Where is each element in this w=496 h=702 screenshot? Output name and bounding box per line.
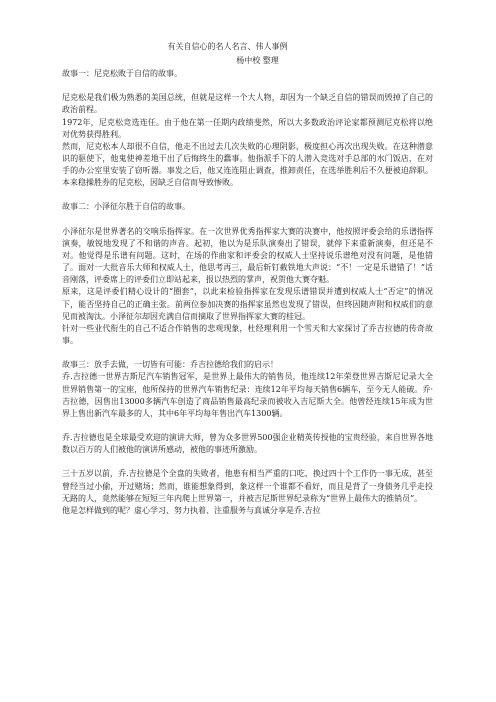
paragraph: 乔.吉拉德一世界吉斯尼汽车销售冠军，是世界上最伟大的销售员，他连续12年荣登世界吉斯尼记录大全世界销售第一的宝座，他所保持的世界汽车销售纪录：连续12年平均每天销售6辆车，至今无人能破。乔·吉拉德，因售出13000多辆汽车创造了商品销售最高纪录而被收入吉尼斯大全。他曾经连续15年成为世界上售出新汽车最多的人，其中6年平均每年售出汽车1300辆。 [62,372,433,418]
document-author: 杨中校 整理 [236,56,279,65]
story-heading: 故事二：小泽征尔胜于自信的故事。 [62,202,190,212]
story-heading: 故事一：尼克松败于自信的故事。 [62,69,182,78]
document-page [62,40,433,517]
paragraph: 针对一些业代衔生的自己不适合作销售的悲观现象，杜经理利用一个雪天和大家探讨了乔吉拉德的传奇故事。 [62,323,433,346]
paragraph: 原来，这是评委们精心设计的“圈套”，以此来检验指挥家在发现乐谱错误并遭到权威人士“否定”的情况下，能否坚持自己的正确主张。前两位参加决赛的指挥家虽然也发现了错误，但终因随声附和权威们的意见而被淘汰。小泽征尔却因充满自信而摘取了世界指挥家大赛的桂冠。 [62,287,433,321]
document-title: 有关自信心的名人名言、伟人事例 [167,42,288,51]
paragraph: 他是怎样做到的呢？虚心学习、努力执着、注重服务与真诚分享是乔.吉拉 [62,505,321,515]
paragraph: 1972年，尼克松竞选连任。由于他在第一任期内政绩斐然，所以大多数政治评论家都预测尼克松将以绝对优势获得胜利。 [62,117,433,139]
paragraph: 乔.吉拉德也是全球最受欢迎的演讲大师，曾为众多世界500强企业精英传授他的宝贵经验，来自世界各地数以百万的人们被他的演讲所感动，被他的事迹所激励。 [62,433,433,455]
paragraph: 然而，尼克松本人却很不自信，他走不出过去几次失败的心理阴影，极度担心再次出现失败。在这种潜意识的驱使下，他鬼使神差地干出了后悔终生的蠢事。他指派手下的人潜入竞选对手总部的水门饭店，在对手的办公室里安装了窃听器。事发之后，他又连连阻止调查，推卸责任，在选举胜利后不久便被迫辞职。本来稳操胜券的尼克松，因缺乏自信而导致惨败。 [62,141,433,188]
paragraph: 三十五岁以前，乔.吉拉德是个全盘的失败者，他患有相当严重的口吃，换过四十个工作仍一事无成，甚至曾经当过小偷，开过赌场；然而，谁能想象得到，象这样一个谁都不看好，而且是背了一身债务几乎走投无路的人，竟然能够在短短三年内爬上世界第一，并被吉尼斯世界纪录称为“世界上最伟大的推销员”。 [62,469,433,503]
story-heading: 故事三：放手去做，一切皆有可能：乔吉拉德给我们的启示！ [62,360,278,370]
paragraph: 小泽征尔是世界著名的交响乐指挥家。在一次世界优秀指挥家大赛的决赛中，他按照评委会给的乐谱指挥演奏，敏锐地发现了不和谐的声音。起初，他以为是乐队演奏出了错误，就停下来重新演奏，但还是不对。他觉得是乐谱有问题。这时，在场的作曲家和评委会的权威人士坚持说乐谱绝对没有问题，是他错了。面对一大批音乐大师和权威人士，他思考再三，最后斩钉截铁地大声说：“不！一定是乐谱错了！”话音刚落，评委席上的评委们立即站起来，报以热烈的掌声，祝贺他大赛夺魁。 [62,226,433,285]
paragraph: 尼克松是我们极为熟悉的美国总统，但就是这样一个大人物，却因为一个缺乏自信的错误而毁掉了自己的政治前程。 [62,93,433,115]
